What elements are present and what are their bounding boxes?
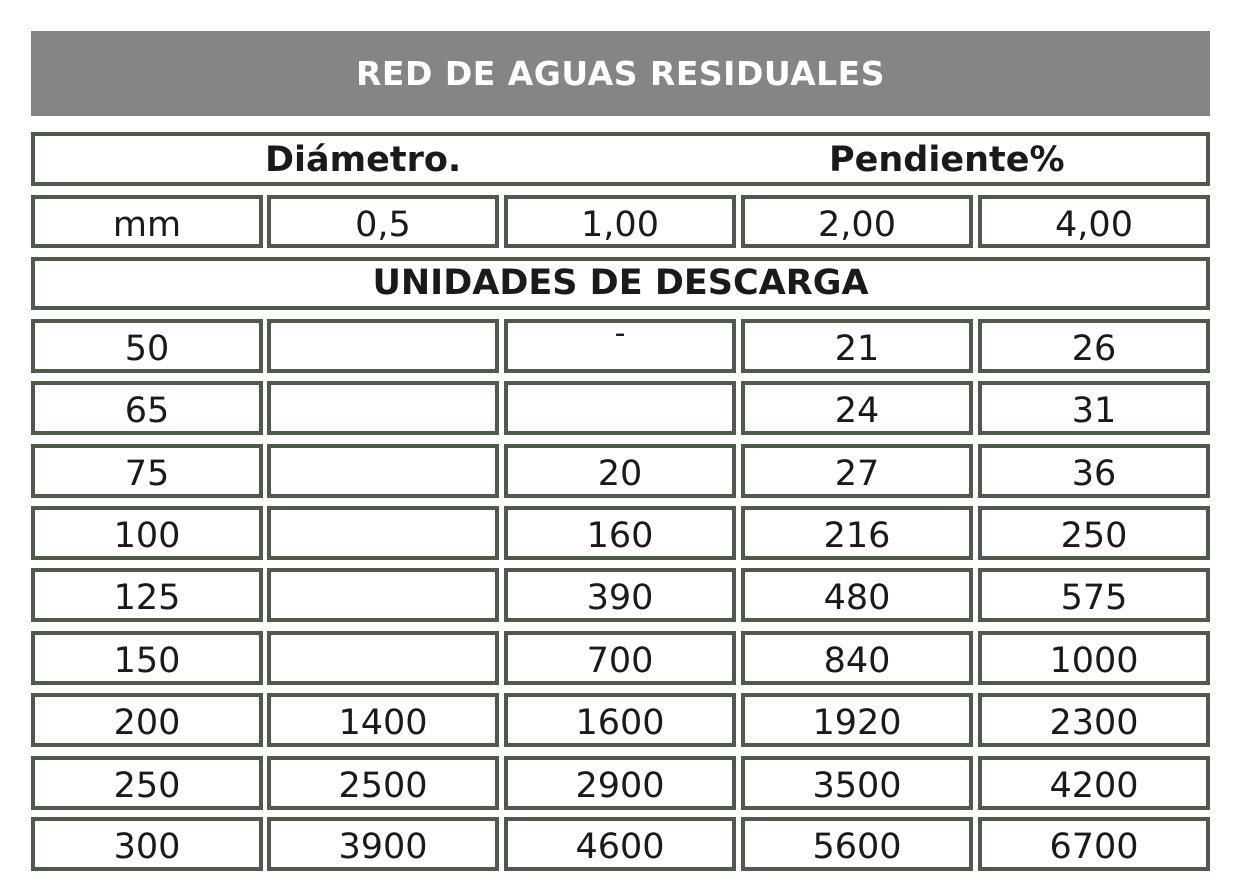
column-header-cell: 4,00 xyxy=(978,195,1210,248)
table-cell: 4200 xyxy=(978,756,1210,810)
table-cell: 21 xyxy=(741,319,973,373)
slope-header: Pendiente% xyxy=(829,140,1065,180)
table-cell xyxy=(267,631,499,685)
table-cell: 5600 xyxy=(741,817,973,871)
table-cell: 3500 xyxy=(741,756,973,810)
table-cell: 6700 xyxy=(978,817,1210,871)
table-cell: 36 xyxy=(978,444,1210,498)
table-cell: 575 xyxy=(978,568,1210,622)
table-cell: 2900 xyxy=(504,756,736,810)
table-cell xyxy=(267,568,499,622)
table-cell: 1920 xyxy=(741,693,973,747)
table-cell: 31 xyxy=(978,381,1210,435)
table-cell: 125 xyxy=(31,568,263,622)
column-header-cell: 2,00 xyxy=(741,195,973,248)
diameter-header: Diámetro. xyxy=(265,140,462,180)
table-cell: 250 xyxy=(31,756,263,810)
table-cell xyxy=(504,381,736,435)
table-cell xyxy=(504,316,736,373)
table-cell: 27 xyxy=(741,444,973,498)
table-cell: 1600 xyxy=(504,693,736,747)
table-cell: 1000 xyxy=(978,631,1210,685)
table-cell: 250 xyxy=(978,506,1210,560)
table-cell: 2500 xyxy=(267,756,499,810)
column-header-cell: 1,00 xyxy=(504,195,736,248)
table-cell xyxy=(267,506,499,560)
column-header-cell: 0,5 xyxy=(267,195,499,248)
table-cell: 216 xyxy=(741,506,973,560)
table-cell: 480 xyxy=(741,568,973,622)
table-cell: 160 xyxy=(504,506,736,560)
table-cell: 390 xyxy=(504,568,736,622)
table-cell: 1400 xyxy=(267,693,499,747)
section-label: UNIDADES DE DESCARGA xyxy=(372,263,869,303)
table-cell: 4600 xyxy=(504,817,736,871)
table-cell: 75 xyxy=(31,444,263,498)
table-cell: 26 xyxy=(978,319,1210,373)
table-cell: 3900 xyxy=(267,817,499,871)
table-cell xyxy=(267,444,499,498)
table-cell: 300 xyxy=(31,817,263,871)
table-cell: 20 xyxy=(504,444,736,498)
dash-mark: - xyxy=(614,316,626,351)
page-title: RED DE AGUAS RESIDUALES xyxy=(355,54,885,93)
table-cell: 200 xyxy=(31,693,263,747)
table-cell: 100 xyxy=(31,506,263,560)
table-cell xyxy=(267,381,499,435)
table-cell: 150 xyxy=(31,631,263,685)
table-cell: 50 xyxy=(31,319,263,373)
column-header-cell: mm xyxy=(31,195,263,248)
table-cell xyxy=(267,319,499,373)
table-cell: 700 xyxy=(504,631,736,685)
table-cell: 840 xyxy=(741,631,973,685)
table-cell: 2300 xyxy=(978,693,1210,747)
table-cell: 65 xyxy=(31,381,263,435)
title-banner xyxy=(31,31,1210,116)
table-cell: 24 xyxy=(741,381,973,435)
